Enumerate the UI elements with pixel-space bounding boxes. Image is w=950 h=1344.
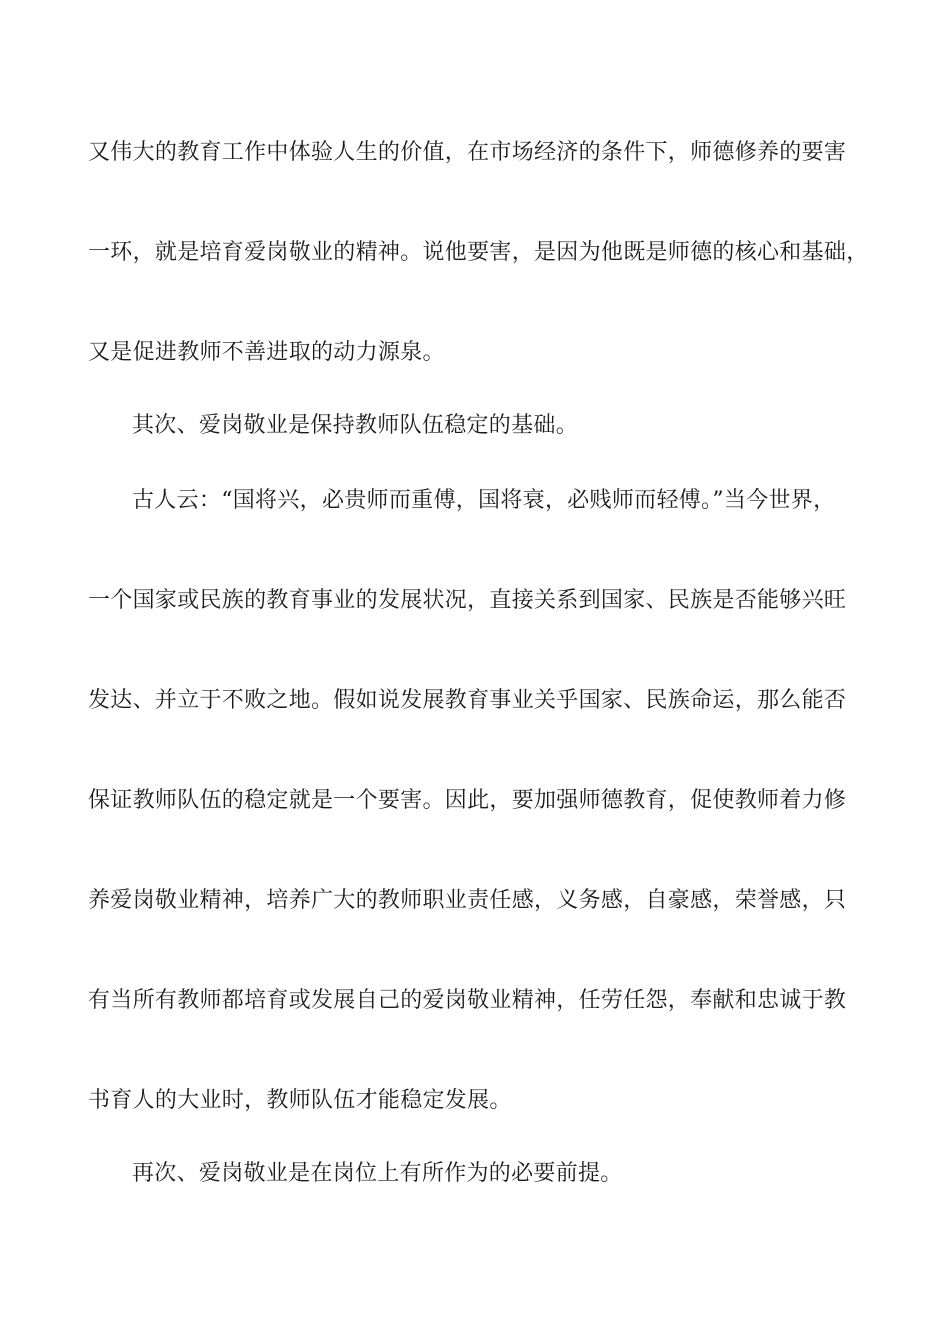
paragraph-line: 发达、并立于不败之地。假如说发展教育事业关乎国家、民族命运，那么能否: [88, 688, 847, 713]
paragraph-line: 保证教师队伍的稳定就是一个要害。因此，要加强师德教育，促使教师着力修: [88, 788, 847, 813]
paragraph-line: 古人云：“国将兴，必贵师而重傅，国将衰，必贱师而轻傅。”当今世界，: [132, 488, 836, 513]
paragraph-line: 养爱岗敬业精神，培养广大的教师职业责任感，义务感，自豪感，荣誉感，只: [88, 888, 847, 913]
paragraph-line: 又伟大的教育工作中体验人生的价值，在市场经济的条件下，师德修养的要害: [88, 140, 847, 165]
paragraph-line: 一个国家或民族的教育事业的发展状况，直接关系到国家、民族是否能够兴旺: [88, 588, 847, 613]
paragraph-line: 又是促进教师不善进取的动力源泉。: [88, 340, 445, 365]
section-heading-line: 其次、爱岗敬业是保持教师队伍稳定的基础。: [132, 413, 579, 438]
paragraph-line: 书育人的大业时，教师队伍才能稳定发展。: [88, 1088, 512, 1113]
paragraph-line: 有当所有教师都培育或发展自己的爱岗敬业精神，任劳任怨，奉献和忠诚于教: [88, 988, 847, 1013]
section-heading-line: 再次、爱岗敬业是在岗位上有所作为的必要前提。: [132, 1161, 623, 1186]
paragraph-line: 一环，就是培育爱岗敬业的精神。说他要害，是因为他既是师德的核心和基础，: [88, 240, 869, 265]
